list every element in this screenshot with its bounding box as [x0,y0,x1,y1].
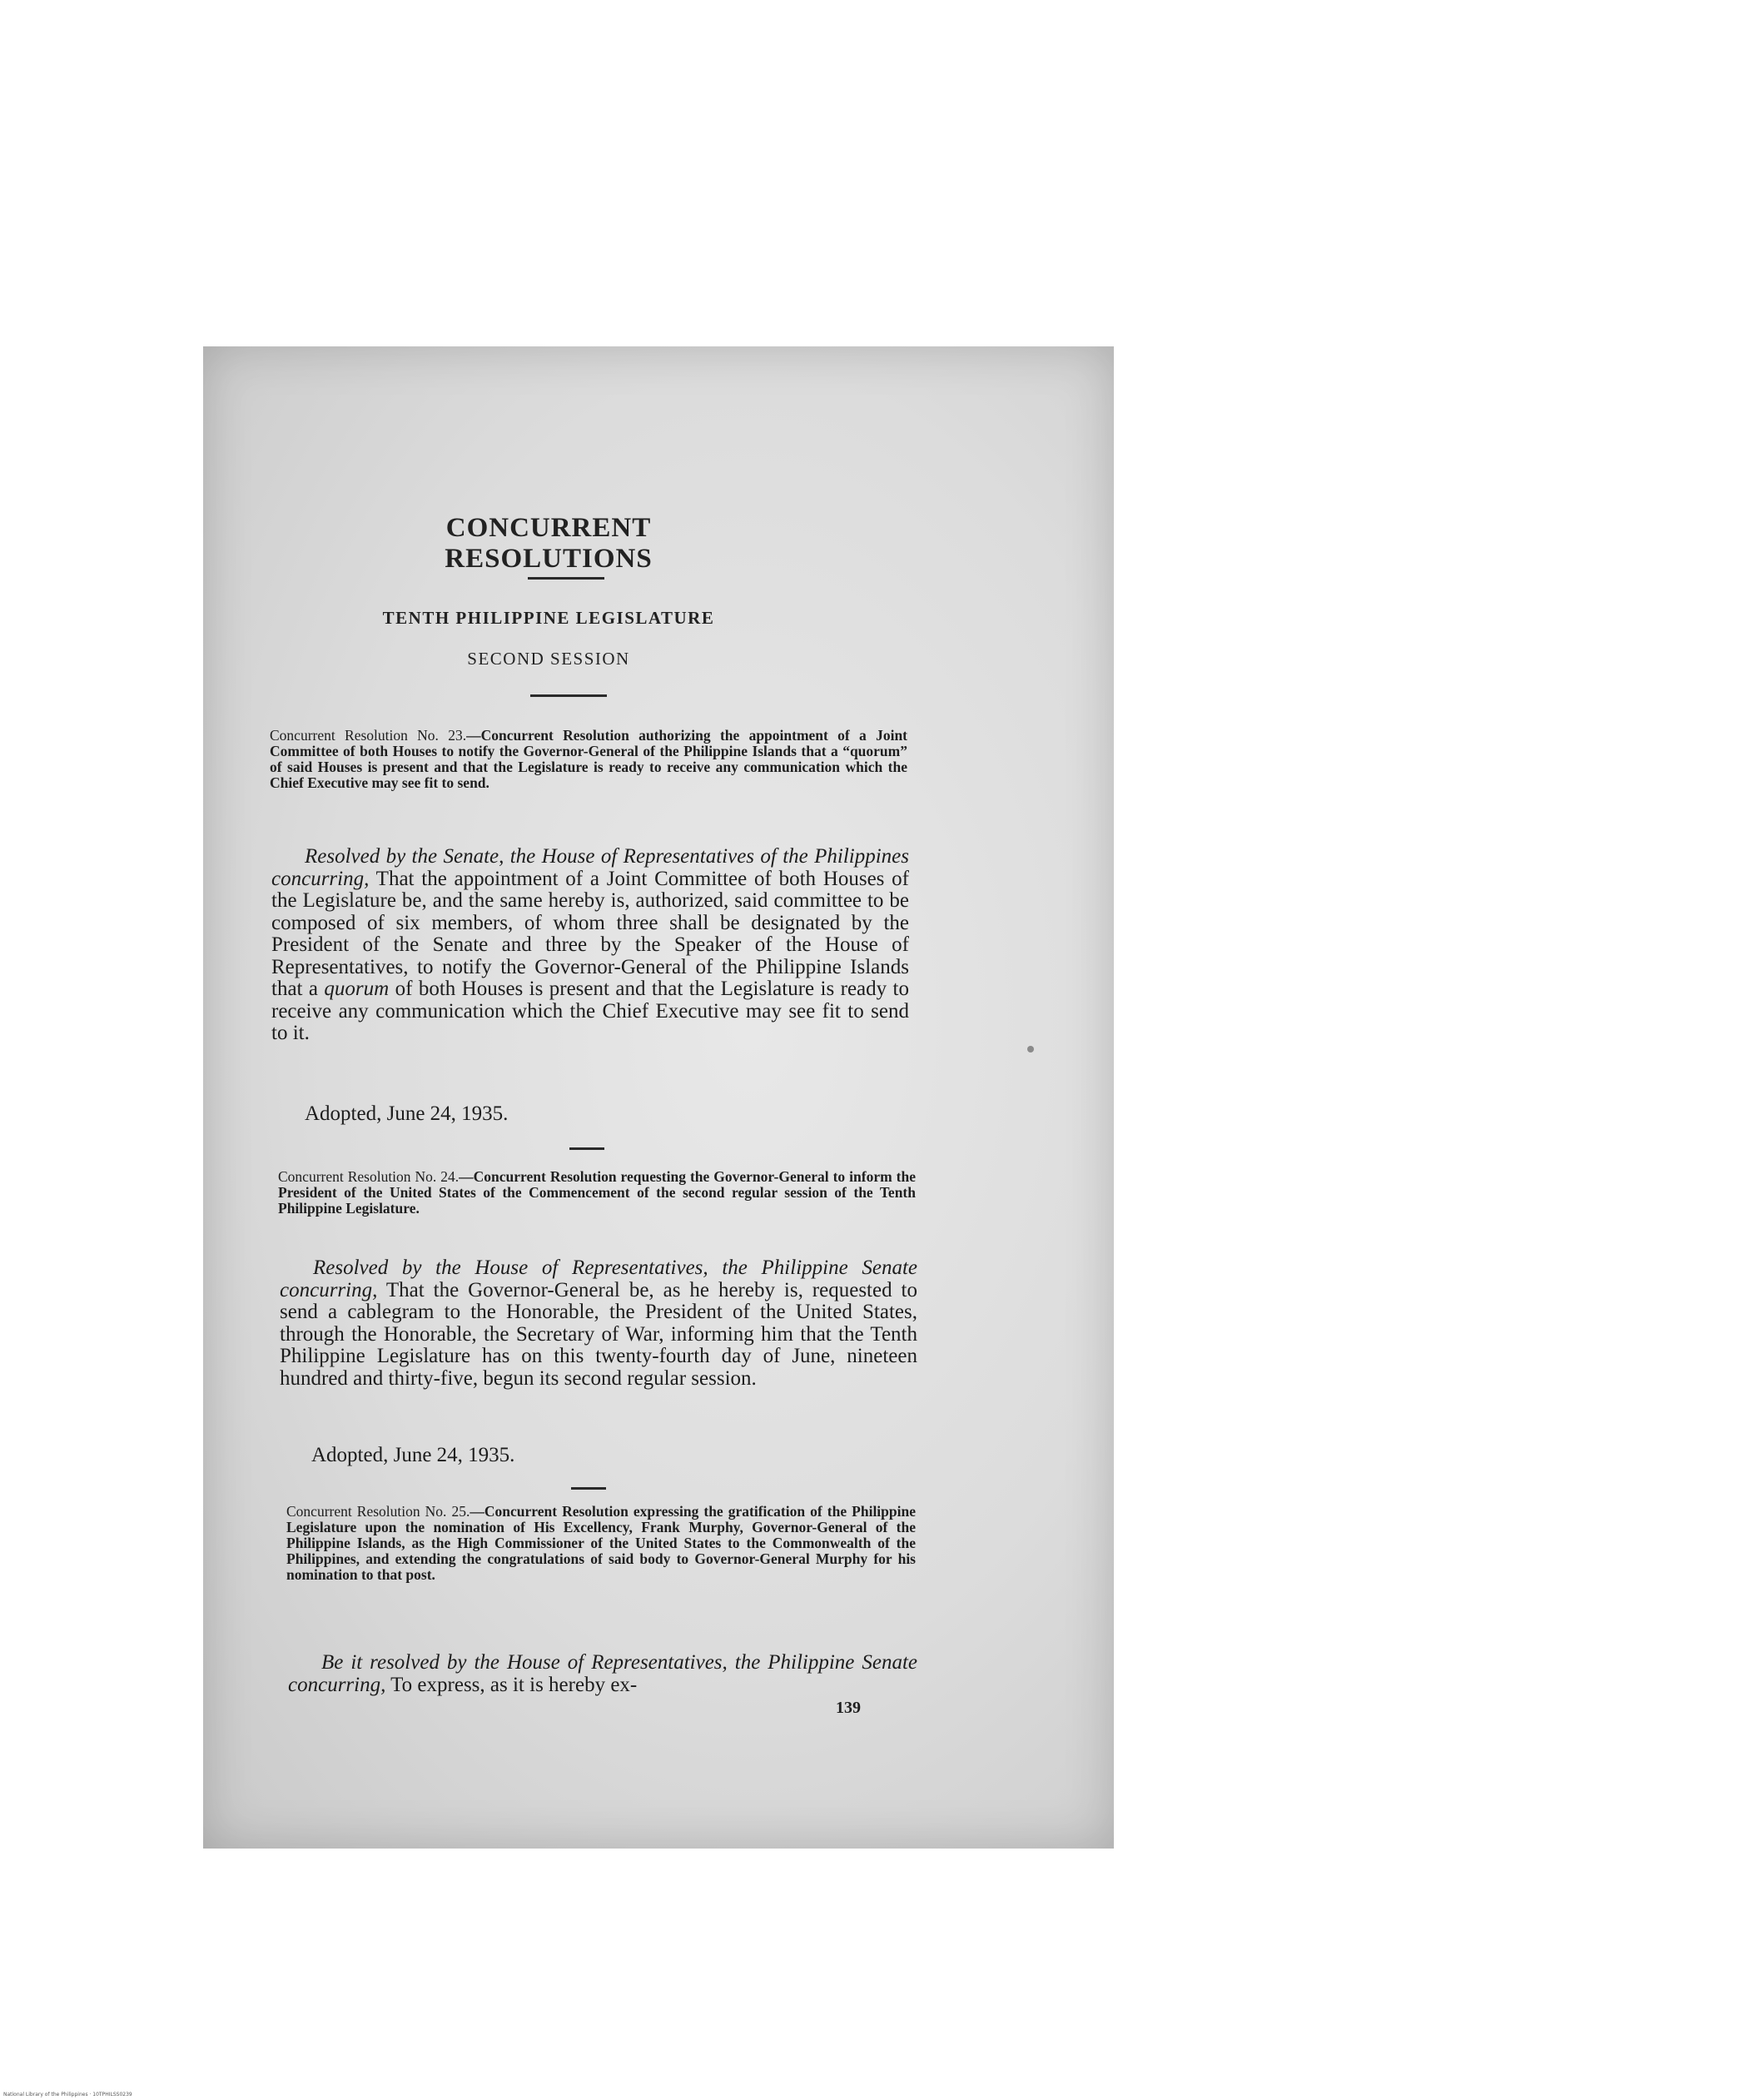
resolution-25-number: Concurrent Resolution No. 25. [286,1503,470,1520]
resolution-24-adopted: Adopted, June 24, 1935. [311,1444,515,1466]
resolution-23-text-a: That the appointment of a Joint Committee of both Houses of the Legislature be, and the same hereby is, authorized, said committee to be composed of six members, of whom three shall be designated by the President of the Senate and three by the Speaker of the House of Representatives, to notify the Governor-General of the Philippine Islands that a [271,867,909,1000]
resolution-23-adopted: Adopted, June 24, 1935. [305,1102,509,1125]
resolution-24-summary: —Concurrent Resolution requesting the Governor-General to inform the President of the United States of the Commencement of the second regular session of the Tenth Philippine Legislature. [278,1168,917,1217]
resolution-23-body [271,846,909,1045]
heading-rule-bottom [530,694,607,697]
resolution-25-body [288,1652,917,1696]
resolution-24-text: That the Governor-General be, as he hereby is, requested to send a cablegram to the Honorable, the President of the United States, through the Honorable, the Secretary of War, informing him that the Tenth Philippine Legislature has on this twenty-fourth day of June, nineteen hundred and thirty-five, begun its second regular session. [280,1278,917,1390]
resolution-24-title [278,1169,916,1217]
resolution-25-summary: —Concurrent Resolution expressing the gratification of the Philippine Legislature upon the nomination of His Excellency, Frank Murphy, Governor-General of the Philippine Islands, as the High Commissioner of the United States to the Commonwealth of the Philippines, and extending the congratulations of said body to Governor-General Murphy for his nomination to that post. [286,1503,916,1583]
session-title: SECOND SESSION [467,649,630,669]
resolution-24-number: Concurrent Resolution No. 24. [278,1168,460,1185]
resolution-23-quorum: quorum [324,978,390,1000]
scan-speck [1027,1046,1034,1052]
resolution-25-text: To express, as it is hereby ex- [385,1673,638,1696]
legislature-title: TENTH PHILIPPINE LEGISLATURE [382,608,715,628]
resolution-23-enacting-clause: Resolved by the Senate, the House of Representatives of the Philippines concurring, [271,845,909,890]
resolution-23-summary: —Concurrent Resolution authorizing the appointment of a Joint Committee of both Houses to notify the Governor-General of the Philippine Islands that a “quorum” of said Houses is present and that the Legislature is ready to receive any communication which the Chief Executive may see fit to send. [270,727,908,791]
resolution-23-number: Concurrent Resolution No. 23. [270,727,467,744]
resolution-24-enacting-clause: Resolved by the House of Representatives, the Philippine Senate concurring, [280,1257,917,1301]
resolution-23-text-b: of both Houses is present and that the Legislature is ready to receive any communication which the Chief Executive may see fit to send to it. [271,978,909,1044]
resolution-25-enacting-clause: Be it resolved by the House of Representatives, the Philippine Senate concurring, [288,1651,917,1696]
separator-rule-1 [569,1147,604,1150]
separator-rule-2 [571,1487,606,1490]
scanned-page [203,346,1114,1849]
page-number: 139 [836,1699,861,1717]
page-heading: CONCURRENT RESOLUTIONS [445,513,653,574]
resolution-24-body [280,1257,917,1390]
resolution-23-title [270,728,907,791]
resolution-25-title [286,1504,916,1583]
footer-credit: National Library of the Philippines · 10TPHILSS0239 [3,2092,132,2098]
heading-rule-top [528,577,604,580]
